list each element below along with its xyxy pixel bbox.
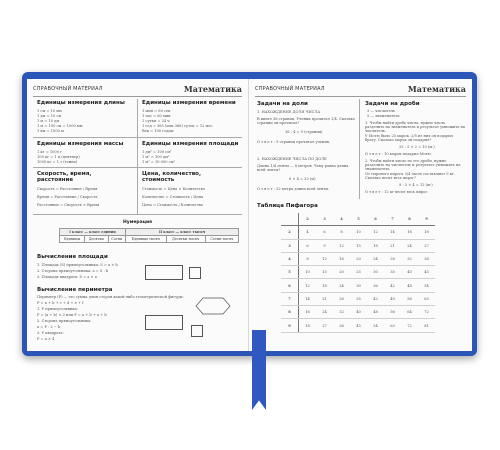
row-divider <box>33 137 242 138</box>
text-line: P = (a + b) × 2 или P = a + b + a + b <box>37 313 107 317</box>
table-header <box>281 213 299 226</box>
text-line: 1 м² = 10 000 см² <box>142 160 175 164</box>
table-header: 9 <box>418 213 435 226</box>
row-divider <box>33 167 242 168</box>
text-line: 1. Чтобы найти дробь числа, нужно число разделить на знаменатель и результат умножить на числитель. <box>365 121 465 133</box>
table-cell: 18 <box>316 279 333 292</box>
text-line: P = a × 4 <box>37 337 55 341</box>
text-line: 25 : 5 × 2 = 10 (м.) <box>399 145 435 149</box>
table-row <box>281 239 435 252</box>
table-header: 7 <box>384 213 401 226</box>
table-cell: 28 <box>333 292 350 305</box>
table-header: 5 <box>350 213 367 226</box>
text-line: 8 × 4 = 32 (м) <box>289 177 316 181</box>
text-line: 5 — знаменатель <box>367 114 400 118</box>
table-cell: 36 <box>367 279 384 292</box>
reference-label: СПРАВОЧНЫЙ МАТЕРИАЛ <box>33 86 103 92</box>
text-line: О т в е т : 32 метра длина всей ленты. <box>257 187 330 191</box>
right-page-header <box>255 84 466 97</box>
text-line: 1 дм = 10 см <box>37 114 62 118</box>
table-cell: 25 <box>350 266 367 279</box>
table-cell: 42 <box>367 292 384 305</box>
text-line: 1 м² = 100 дм² <box>142 155 170 159</box>
table-header: 4 <box>333 213 350 226</box>
table-cell: 56 <box>401 292 418 305</box>
subject-title: Математика <box>183 84 242 94</box>
text-line: У Мотю было 25 марок. 2/5 из них он подарил брату. Сколько марок он подарил? <box>365 134 454 142</box>
text-line: Век = 100 годам <box>142 129 174 133</box>
length-units-title: Единицы измерения длины <box>37 100 125 106</box>
text-line: 3. Площадь квадрата: S = a × a <box>37 275 97 279</box>
square-figure <box>189 267 201 279</box>
text-line: 1. Площадь (S) прямоугольника: S = a × b <box>37 263 118 267</box>
table-cell: 42 <box>384 279 401 292</box>
text-line: О т в е т : 12 кг весит весь пирог. <box>365 190 429 194</box>
table-header: II класс — класс тысяч <box>126 229 239 236</box>
text-line: Периметр (P) — это сумма длин сторон какой-либо геометрической фигуры: <box>37 295 184 299</box>
table-cell: 18 <box>418 226 435 239</box>
table-cell: 24 <box>401 239 418 252</box>
table-cell: 8 <box>333 226 350 239</box>
table-cell: 16 <box>299 306 317 319</box>
table-cell: 7 <box>281 292 299 305</box>
table-cell: Десятки <box>85 236 108 243</box>
table-cell: 32 <box>333 306 350 319</box>
table-row <box>281 226 435 239</box>
text-line: 1 сутки = 24 ч <box>142 119 170 123</box>
numeration-title: Нумерация <box>123 220 153 225</box>
text-line: 2. НАХОЖДЕНИЕ ЧИСЛА ПО ДОЛЕ <box>257 157 327 161</box>
table-cell: 15 <box>316 266 333 279</box>
text-line: a = P : 2 − b <box>37 325 61 329</box>
formula-line: Стоимость = Цена × Количество <box>142 187 205 191</box>
area-units-title: Единицы измерения площади <box>142 141 239 147</box>
table-cell: 12 <box>367 226 384 239</box>
pythagoras-table <box>281 213 435 333</box>
table-cell: 10 <box>350 226 367 239</box>
table-cell: 9 <box>281 319 299 332</box>
table-cell: 81 <box>418 319 435 332</box>
perimeter-title: Вычисление периметра <box>37 287 113 293</box>
table-row <box>281 266 435 279</box>
table-cell: 54 <box>367 319 384 332</box>
text-line: 2. Сторона прямоугольника: a = S : b <box>37 269 109 273</box>
table-cell: 35 <box>384 266 401 279</box>
text-line: 1 кг = 1000 г <box>37 150 63 154</box>
pythagoras-title: Таблица Пифагора <box>257 203 318 209</box>
column-divider <box>137 99 138 214</box>
area-calc-title: Вычисление площади <box>37 254 108 260</box>
table-cell: 14 <box>299 292 317 305</box>
table-cell: 12 <box>316 252 333 265</box>
table-cell: 40 <box>401 266 418 279</box>
column-divider <box>359 99 360 199</box>
table-cell: 21 <box>384 239 401 252</box>
table-cell: 40 <box>350 306 367 319</box>
table-cell: 18 <box>299 319 317 332</box>
table-cell: 4 <box>281 252 299 265</box>
table-cell: 24 <box>333 279 350 292</box>
formula-line: Время = Расстояние / Скорость <box>37 195 98 199</box>
table-cell: Сотни тысяч <box>205 236 238 243</box>
rectangle-figure <box>145 265 183 280</box>
text-line: 1 год = 365 (или 366) суток = 12 мес <box>142 124 213 128</box>
table-cell: Десятки тысяч <box>166 236 205 243</box>
table-cell: 49 <box>384 292 401 305</box>
table-row <box>281 292 435 305</box>
numeration-table <box>59 228 239 243</box>
text-line: 1000 кг = 1 т (тонна) <box>37 160 78 164</box>
text-line: 9 : 3 × 4 = 12 (кг) <box>399 183 433 187</box>
text-line: 2. Сторона прямоугольника: <box>37 319 92 323</box>
text-line: 1. НАХОЖДЕНИЕ ДОЛИ ЧИСЛА <box>257 110 321 114</box>
table-cell: Сотни <box>108 236 126 243</box>
table-cell: 6 <box>281 279 299 292</box>
table-cell: 24 <box>367 252 384 265</box>
text-line: 1 км = 1000 м <box>37 129 64 133</box>
table-cell: 72 <box>401 319 418 332</box>
text-line: 1 см = 10 мм <box>37 109 62 113</box>
text-line: 3 — числитель <box>367 109 395 113</box>
text-line: 1 час = 60 мин <box>142 114 171 118</box>
table-cell: 20 <box>350 252 367 265</box>
table-cell: 48 <box>367 306 384 319</box>
table-cell: 63 <box>418 292 435 305</box>
table-cell: 21 <box>316 292 333 305</box>
bookmark-ribbon[interactable] <box>252 330 266 410</box>
table-row <box>281 306 435 319</box>
table-header: I класс — класс единиц <box>60 229 126 236</box>
text-line: 100 кг = 1 ц (центнер) <box>37 155 80 159</box>
text-line: 2. Чтобы найти число по его дроби, нужно разделить на числитель и результат умножить на знаменатель. <box>365 159 461 171</box>
table-cell: 18 <box>367 239 384 252</box>
formula-line: Расстояние = Скорость × Время <box>37 203 100 207</box>
table-cell: 63 <box>384 319 401 332</box>
table-cell: 30 <box>367 266 384 279</box>
table-cell: 28 <box>384 252 401 265</box>
text-line: P = a + b + c + d + e + f <box>37 301 84 305</box>
formula-line: Скорость = Расстояние / Время <box>37 187 98 191</box>
text-line: 3. У квадрата: <box>37 331 64 335</box>
time-units-title: Единицы измерения времени <box>142 100 236 106</box>
text-line: 1 м = 10 дм <box>37 119 60 123</box>
table-cell: 2 <box>281 226 299 239</box>
table-cell: 16 <box>333 252 350 265</box>
table-cell: 8 <box>299 252 317 265</box>
hexagon-figure <box>195 297 231 315</box>
rectangle-figure <box>145 315 183 330</box>
table-header: 6 <box>367 213 384 226</box>
table-cell: 27 <box>316 319 333 332</box>
table-header: 2 <box>299 213 317 226</box>
table-cell: 3 <box>281 239 299 252</box>
subject-title: Математика <box>407 84 466 94</box>
table-cell: 20 <box>333 266 350 279</box>
table-row <box>281 252 435 265</box>
table-cell: 64 <box>401 306 418 319</box>
text-line: 1. У прямоугольника: <box>37 307 79 311</box>
table-cell: 24 <box>316 306 333 319</box>
table-cell: 14 <box>384 226 401 239</box>
table-cell: Единицы тысяч <box>126 236 167 243</box>
left-page <box>27 79 249 351</box>
table-cell: 15 <box>350 239 367 252</box>
table-cell: 45 <box>418 266 435 279</box>
table-cell: 30 <box>350 279 367 292</box>
table-cell: 4 <box>299 226 317 239</box>
formula-line: Количество = Стоимость / Цена <box>142 195 204 199</box>
formula-line: Цена = Стоимость / Количество <box>142 203 204 207</box>
table-row <box>281 279 435 292</box>
table-cell: 45 <box>350 319 367 332</box>
table-cell: 12 <box>299 279 317 292</box>
parts-title: Задачи на доли <box>257 101 308 107</box>
table-cell: 6 <box>316 226 333 239</box>
table-cell: 27 <box>418 239 435 252</box>
table-cell: 12 <box>333 239 350 252</box>
table-cell: 9 <box>316 239 333 252</box>
table-cell: Единицы <box>60 236 85 243</box>
table-cell: 16 <box>401 226 418 239</box>
text-line: 1 м = 100 см = 1000 мм <box>37 124 83 128</box>
square-figure <box>191 325 203 337</box>
text-line: 1 дм² = 100 см² <box>142 150 172 154</box>
table-header: 3 <box>316 213 333 226</box>
table-header: 8 <box>401 213 418 226</box>
table-cell: 10 <box>299 266 317 279</box>
speed-title: Скорость, время, расстояние <box>37 171 92 183</box>
table-cell: 5 <box>281 266 299 279</box>
mass-units-title: Единицы измерения массы <box>37 141 124 147</box>
text-line: Длина 1/4 ленты — 8 метров. Чему равна длина всей ленты? <box>257 164 349 172</box>
right-page <box>249 79 472 351</box>
table-cell: 8 <box>281 306 299 319</box>
table-cell: 36 <box>418 252 435 265</box>
reference-label: СПРАВОЧНЫЙ МАТЕРИАЛ <box>255 86 325 92</box>
row-divider <box>33 214 242 215</box>
table-cell: 54 <box>418 279 435 292</box>
text-line: О т в е т : 10 марок подарил Мотю. <box>365 152 432 156</box>
table-cell: 48 <box>401 279 418 292</box>
text-line: От сыроного пирога 3/4 часть составляют 9 кг. Сколько весит весь пирог? <box>365 172 455 180</box>
price-title: Цена, количество, стоимость <box>142 171 202 183</box>
text-line: О т в е т : 9 страниц прочитал ученик. <box>257 140 331 144</box>
table-cell: 32 <box>401 252 418 265</box>
text-line: 36 : 4 = 9 (страниц) <box>285 130 323 134</box>
left-page-header <box>33 84 242 97</box>
text-line: В книге 36 страниц. Ученик прочитал 1/4. Сколько страниц он прочитал? <box>257 117 355 125</box>
fractions-title: Задачи на дроби <box>365 101 420 107</box>
text-line: 1 мин = 60 сек <box>142 109 171 113</box>
table-cell: 6 <box>299 239 317 252</box>
table-row <box>281 319 435 332</box>
table-cell: 36 <box>333 319 350 332</box>
table-cell: 35 <box>350 292 367 305</box>
table-cell: 72 <box>418 306 435 319</box>
table-cell: 56 <box>384 306 401 319</box>
